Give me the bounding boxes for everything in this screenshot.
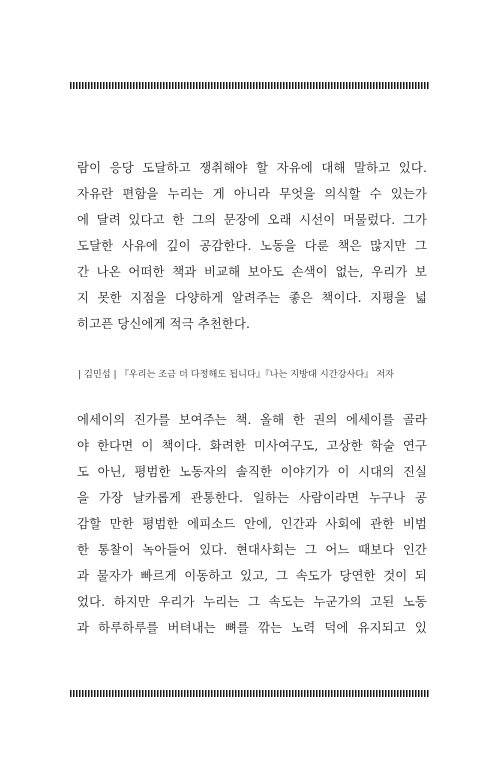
quote-line: 자유란 편함을 누리는 게 아니라 무엇을 의식할 수 있는가	[77, 186, 427, 201]
quote-line: 감할 만한 평범한 에피소드 안에, 인간과 사회에 관한 비범	[77, 516, 427, 531]
quote-line: 도 아닌, 평범한 노동자의 솔직한 이야기가 이 시대의 진실	[77, 464, 427, 479]
quote-line: 에세이의 진가를 보여주는 책. 올해 한 권의 에세이를 골라	[77, 412, 427, 427]
quote-line: 과 하루하루를 버텨내는 뼈를 깎는 노력 덕에 유지되고 있	[77, 620, 427, 635]
quote-line: 과 물자가 빠르게 이동하고 있고, 그 속도가 당연한 것이 되	[77, 568, 427, 583]
quote-line: 지 못한 지점을 다양하게 알려주는 좋은 책이다. 지평을 넓	[77, 290, 427, 305]
top-decorative-border	[70, 82, 430, 89]
bottom-decorative-border	[70, 690, 430, 697]
quote-line: 도달한 사유에 깊이 공감한다. 노동을 다룬 책은 많지만 그	[77, 238, 427, 253]
quote-line: 한 통찰이 녹아들어 있다. 현대사회는 그 어느 때보다 인간	[77, 542, 427, 557]
quote-line: 야 한다면 이 책이다. 화려한 미사여구도, 고상한 학술 연구	[77, 438, 427, 453]
quote-line: 히고픈 당신에게 적극 추천한다.	[77, 316, 251, 331]
quote-line: 을 가장 날카롭게 관통한다. 일하는 사람이라면 누구나 공	[77, 490, 427, 505]
endorsement-quote-1	[77, 155, 427, 337]
quote-line: 람이 응당 도달하고 쟁취해야 할 자유에 대해 말하고 있다.	[77, 160, 427, 175]
endorsement-attribution: | 김민섭 | 『우리는 조금 더 다정해도 됩니다』『나는 지방대 시간강사다』 저자	[78, 369, 395, 380]
quote-line: 에 달려 있다고 한 그의 문장에 오래 시선이 머물렀다. 그가	[77, 212, 427, 227]
quote-line: 었다. 하지만 우리가 누리는 그 속도는 누군가의 고된 노동	[77, 594, 427, 609]
endorsement-quote-2	[77, 407, 427, 641]
quote-line: 간 나온 어떠한 책과 비교해 보아도 손색이 없는, 우리가 보	[77, 264, 427, 279]
